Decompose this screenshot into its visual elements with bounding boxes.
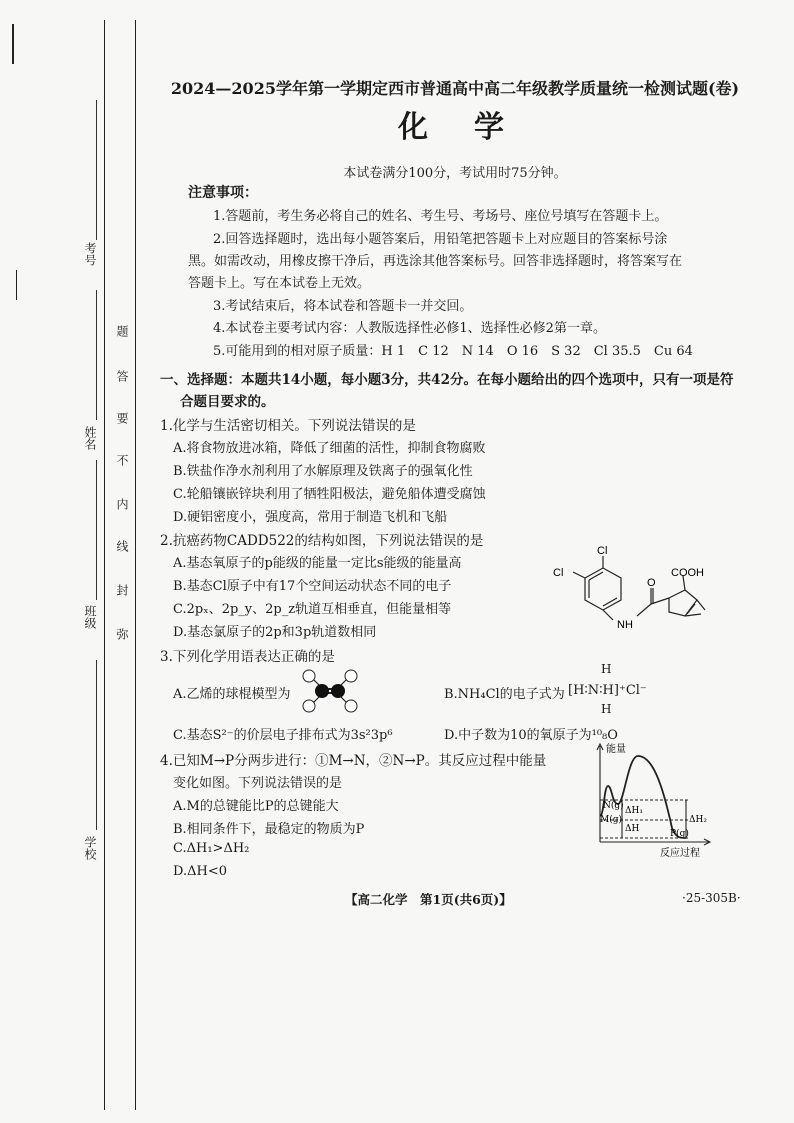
score-info: 本试卷满分100分，考试用时75分钟。: [343, 166, 567, 181]
seal-char: 要: [115, 412, 129, 424]
notice-item: 答题卡上。写在本试卷上无效。: [188, 276, 371, 291]
question-4-stem-cont: 变化如图。下列说法错误的是: [173, 776, 343, 791]
exam-code: ·25-305B·: [682, 891, 741, 905]
class-label: 班级: [83, 605, 97, 629]
question-4-stem: 4.已知M→P分两步进行：①M→N，②N→P。其反应过程中能量: [160, 753, 547, 769]
energy-curve: [600, 756, 686, 838]
nh-label: NH: [617, 619, 633, 631]
question-3-option-d: D.中子数为10的氧原子为¹⁰₈O: [444, 728, 618, 743]
seal-char: 题: [115, 325, 129, 337]
question-1-option-c: C.轮船镶嵌锌块利用了牺牲阳极法，避免船体遭受腐蚀: [173, 487, 486, 502]
nh4-bottom-h: H: [601, 702, 612, 716]
exam-no-label: 考号: [83, 242, 97, 266]
question-2-option-d: D.基态氯原子的2p和3p轨道数相同: [173, 625, 377, 640]
subject-title: 化 学: [398, 110, 512, 145]
margin-corner: [12, 24, 14, 64]
cl-left-label: Cl: [553, 567, 564, 579]
seal-char: 封: [115, 584, 129, 596]
m-state-label: M(g): [600, 815, 622, 825]
question-4-option-b: B.相同条件下，最稳定的物质为P: [173, 822, 365, 837]
question-4-option-d: D.ΔH<0: [173, 864, 227, 879]
question-3-option-b: B.NH₄Cl的电子式为: [444, 687, 565, 702]
class-blank: [96, 460, 97, 600]
notice-item: 5.可能用到的相对原子质量：H 1 C 12 N 14 O 16 S 32 Cl 35.5 Cu 64: [213, 344, 693, 359]
p-state-label: P(g): [670, 829, 689, 839]
question-3-option-a: A.乙烯的球棍模型为: [173, 687, 291, 702]
notice-item: 黑。如需改动，用橡皮擦干净后，再选涂其他答案标号。回答非选择题时，将答案写在: [188, 254, 683, 269]
seal-char: 答: [115, 370, 129, 382]
nh4cl-electron-formula: [H∶N∶H]⁺Cl⁻: [568, 683, 647, 698]
notice-item: 3.考试结束后，将本试卷和答题卡一并交回。: [213, 299, 473, 314]
dh1-label: ΔH₁: [625, 806, 643, 816]
section-heading-cont: 合题目要求的。: [180, 394, 275, 410]
energy-axis-label: 能量: [606, 744, 626, 755]
exam-no-blank: [96, 100, 97, 240]
name-label: 姓名: [83, 426, 97, 450]
seal-char: 内: [115, 498, 129, 510]
question-2-stem: 2.抗癌药物CADD522的结构如图，下列说法错误的是: [160, 533, 484, 549]
n-state-label: N(g): [603, 801, 624, 811]
seal-char: 不: [115, 454, 129, 466]
question-1-option-d: D.硬铝密度小，强度高，常用于制造飞机和飞船: [173, 510, 448, 525]
energy-profile-diagram: [592, 742, 722, 860]
benzene-ring: [585, 568, 621, 610]
oxygen-label: O: [647, 577, 656, 589]
nh4-top-h: H: [601, 662, 612, 676]
page-info: 【高二化学 第1页(共6页)】: [345, 892, 512, 907]
school-blank: [96, 660, 97, 830]
question-3-option-c: C.基态S²⁻的价层电子排布式为3s²3p⁶: [173, 728, 393, 743]
dh2-label: ΔH₂: [689, 815, 707, 825]
question-1-option-b: B.铁盐作净水剂利用了水解原理及铁离子的强氧化性: [173, 464, 473, 479]
question-2-option-b: B.基态Cl原子中有17个空间运动状态不同的电子: [173, 579, 452, 594]
notice-item: 1.答题前，考生务必将自己的姓名、考生号、考场号、座位号填写在答题卡上。: [213, 209, 668, 224]
question-1-stem: 1.化学与生活密切相关。下列说法错误的是: [160, 418, 416, 434]
cl-top-label: Cl: [597, 545, 608, 557]
dh-label: ΔH: [625, 824, 640, 834]
exam-title: 2024—2025学年第一学期定西市普通高中高二年级教学质量统一检测试题(卷): [170, 79, 740, 98]
cooh-label: COOH: [671, 567, 704, 579]
cadd522-structure-figure: [545, 540, 745, 650]
notice-item: 4.本试卷主要考试内容：人教版选择性必修1、选择性必修2第一章。: [213, 321, 606, 336]
question-1-option-a: A.将食物放进冰箱，降低了细菌的活性，抑制食物腐败: [173, 441, 486, 456]
bicyclic-ring: [669, 590, 697, 616]
notice-heading: 注意事项：: [188, 185, 258, 201]
section-heading: 一、选择题：本题共14小题，每小题3分，共42分。在每小题给出的四个选项中，只有一项是符: [160, 372, 734, 388]
question-3-stem: 3.下列化学用语表达正确的是: [160, 649, 335, 665]
seal-char: 弥: [115, 628, 129, 640]
notice-item: 2.回答选择题时，选出每小题答案后，用铅笔把答题卡上对应题目的答案标号涂: [213, 232, 668, 247]
question-4-option-a: A.M的总键能比P的总键能大: [173, 799, 339, 814]
question-2-option-a: A.基态氧原子的p能级的能量一定比s能级的能量高: [173, 556, 462, 571]
ethylene-ball-stick-model: [298, 668, 362, 714]
school-label: 学校: [83, 836, 97, 860]
question-4-option-c: C.ΔH₁>ΔH₂: [173, 841, 250, 856]
name-blank: [96, 290, 97, 420]
seal-char: 线: [115, 540, 129, 552]
process-axis-label: 反应过程: [660, 848, 700, 859]
question-2-option-c: C.2pₓ、2p_y、2p_z轨道互相垂直，但能量相等: [173, 602, 452, 617]
margin-tick: [16, 270, 17, 300]
